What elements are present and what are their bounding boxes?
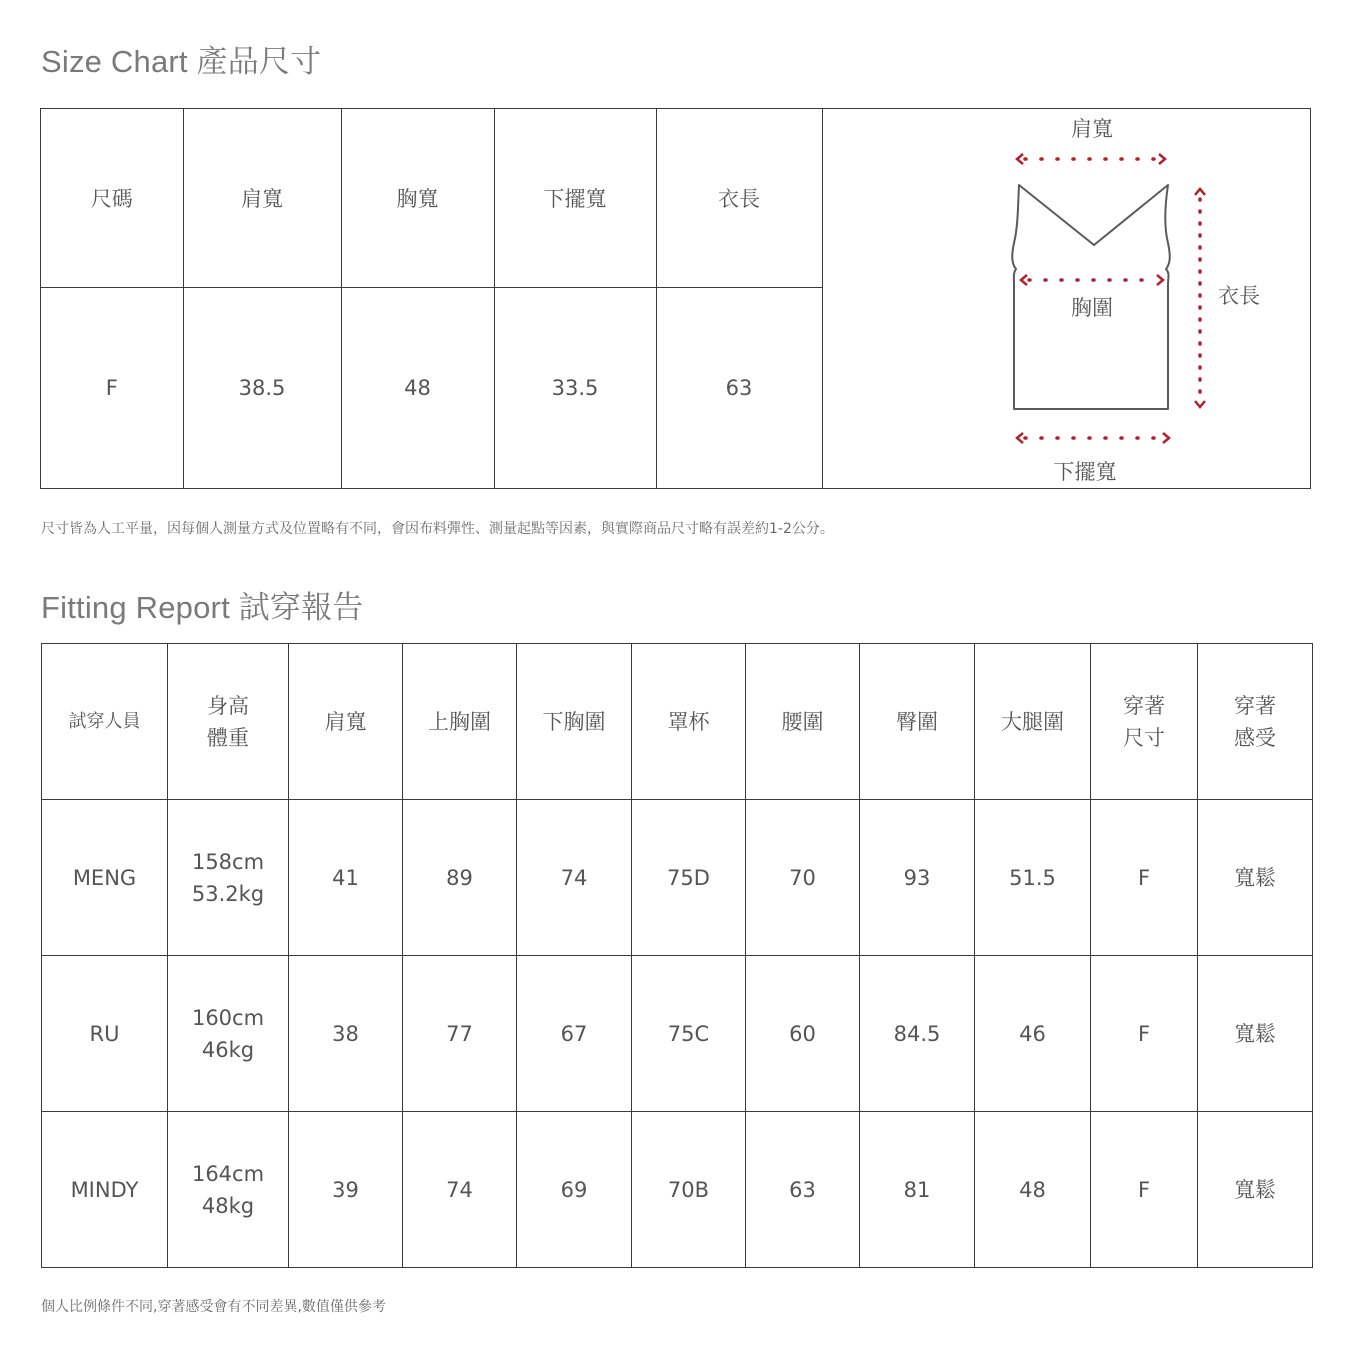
height-weight: 158cm 53.2kg <box>168 800 289 956</box>
fitting-header-cell: 穿著 感受 <box>1198 644 1313 800</box>
table-cell: 寬鬆 <box>1198 956 1313 1112</box>
table-cell: F <box>1091 800 1198 956</box>
table-cell: 93 <box>860 800 975 956</box>
size-chart-header-row <box>41 109 822 287</box>
fitting-header-cell: 肩寬 <box>289 644 403 800</box>
height-weight: 164cm 48kg <box>168 1112 289 1268</box>
chest-label: 胸圍 <box>1071 296 1113 320</box>
fitting-header-cell: 罩杯 <box>632 644 746 800</box>
table-cell: 74 <box>403 1112 517 1268</box>
size-chart-row <box>41 287 822 488</box>
size-chart-title: Size Chart 產品尺寸 <box>41 44 322 79</box>
size-chart-note: 尺寸皆為人工平量，因每個人測量方式及位置略有不同，會因布料彈性、測量起點等因素，與實際商品尺寸略有誤差約1-2公分。 <box>41 521 834 537</box>
fitting-header-cell: 腰圍 <box>746 644 860 800</box>
fitting-header-cell: 身高 體重 <box>168 644 289 800</box>
fitting-header-cell: 大腿圍 <box>975 644 1091 800</box>
shoulder-width-label: 肩寬 <box>1071 117 1113 141</box>
size-cell: 38.5 <box>183 287 341 488</box>
fitting-report-table <box>41 643 1313 1268</box>
tester-name: MENG <box>42 800 168 956</box>
table-cell: 41 <box>289 800 403 956</box>
table-cell: 寬鬆 <box>1198 1112 1313 1268</box>
fitting-row-mindy <box>42 1112 1313 1268</box>
table-cell: 69 <box>517 1112 632 1268</box>
table-cell: 48 <box>975 1112 1091 1268</box>
size-header-cell: 胸寬 <box>341 109 494 287</box>
table-cell: 39 <box>289 1112 403 1268</box>
size-header-cell: 尺碼 <box>41 109 183 287</box>
table-cell: 63 <box>746 1112 860 1268</box>
hem-width-arrow <box>1017 433 1169 443</box>
table-cell: 89 <box>403 800 517 956</box>
size-cell: 63 <box>656 287 822 488</box>
table-cell: 77 <box>403 956 517 1112</box>
chest-arrow <box>1021 275 1163 285</box>
table-cell: 70B <box>632 1112 746 1268</box>
length-label: 衣長 <box>1218 284 1260 308</box>
table-cell: 寬鬆 <box>1198 800 1313 956</box>
table-cell: 75C <box>632 956 746 1112</box>
table-cell: 75D <box>632 800 746 956</box>
size-cell: 48 <box>341 287 494 488</box>
size-header-cell: 衣長 <box>656 109 822 287</box>
fitting-header-cell: 臀圍 <box>860 644 975 800</box>
shoulder-width-arrow <box>1017 154 1165 164</box>
fitting-row-ru <box>42 956 1313 1112</box>
fitting-row-meng <box>42 800 1313 956</box>
table-cell: 38 <box>289 956 403 1112</box>
size-chart-box <box>40 108 1311 489</box>
table-cell: 51.5 <box>975 800 1091 956</box>
table-cell: 70 <box>746 800 860 956</box>
size-header-cell: 下擺寬 <box>494 109 656 287</box>
table-cell: 46 <box>975 956 1091 1112</box>
fitting-report-title: Fitting Report 試穿報告 <box>41 590 364 625</box>
size-chart-table <box>41 109 823 488</box>
fitting-header-cell: 上胸圍 <box>403 644 517 800</box>
fitting-header-cell: 穿著 尺寸 <box>1091 644 1198 800</box>
fitting-header-cell: 下胸圍 <box>517 644 632 800</box>
table-cell: 81 <box>860 1112 975 1268</box>
hem-width-label: 下擺寬 <box>1053 460 1117 484</box>
height-weight: 160cm 46kg <box>168 956 289 1112</box>
table-cell: F <box>1091 956 1198 1112</box>
table-cell: F <box>1091 1112 1198 1268</box>
size-header-cell: 肩寬 <box>183 109 341 287</box>
garment-diagram <box>822 109 1310 488</box>
size-cell: 33.5 <box>494 287 656 488</box>
fitting-header-row <box>42 644 1313 800</box>
size-cell: F <box>41 287 183 488</box>
table-cell: 74 <box>517 800 632 956</box>
table-cell: 67 <box>517 956 632 1112</box>
table-cell: 60 <box>746 956 860 1112</box>
table-cell: 84.5 <box>860 956 975 1112</box>
tester-name: MINDY <box>42 1112 168 1268</box>
fitting-header-cell: 試穿人員 <box>42 644 168 800</box>
length-arrow <box>1195 189 1205 407</box>
fitting-report-note: 個人比例條件不同,穿著感受會有不同差異,數值僅供參考 <box>41 1299 386 1315</box>
tester-name: RU <box>42 956 168 1112</box>
